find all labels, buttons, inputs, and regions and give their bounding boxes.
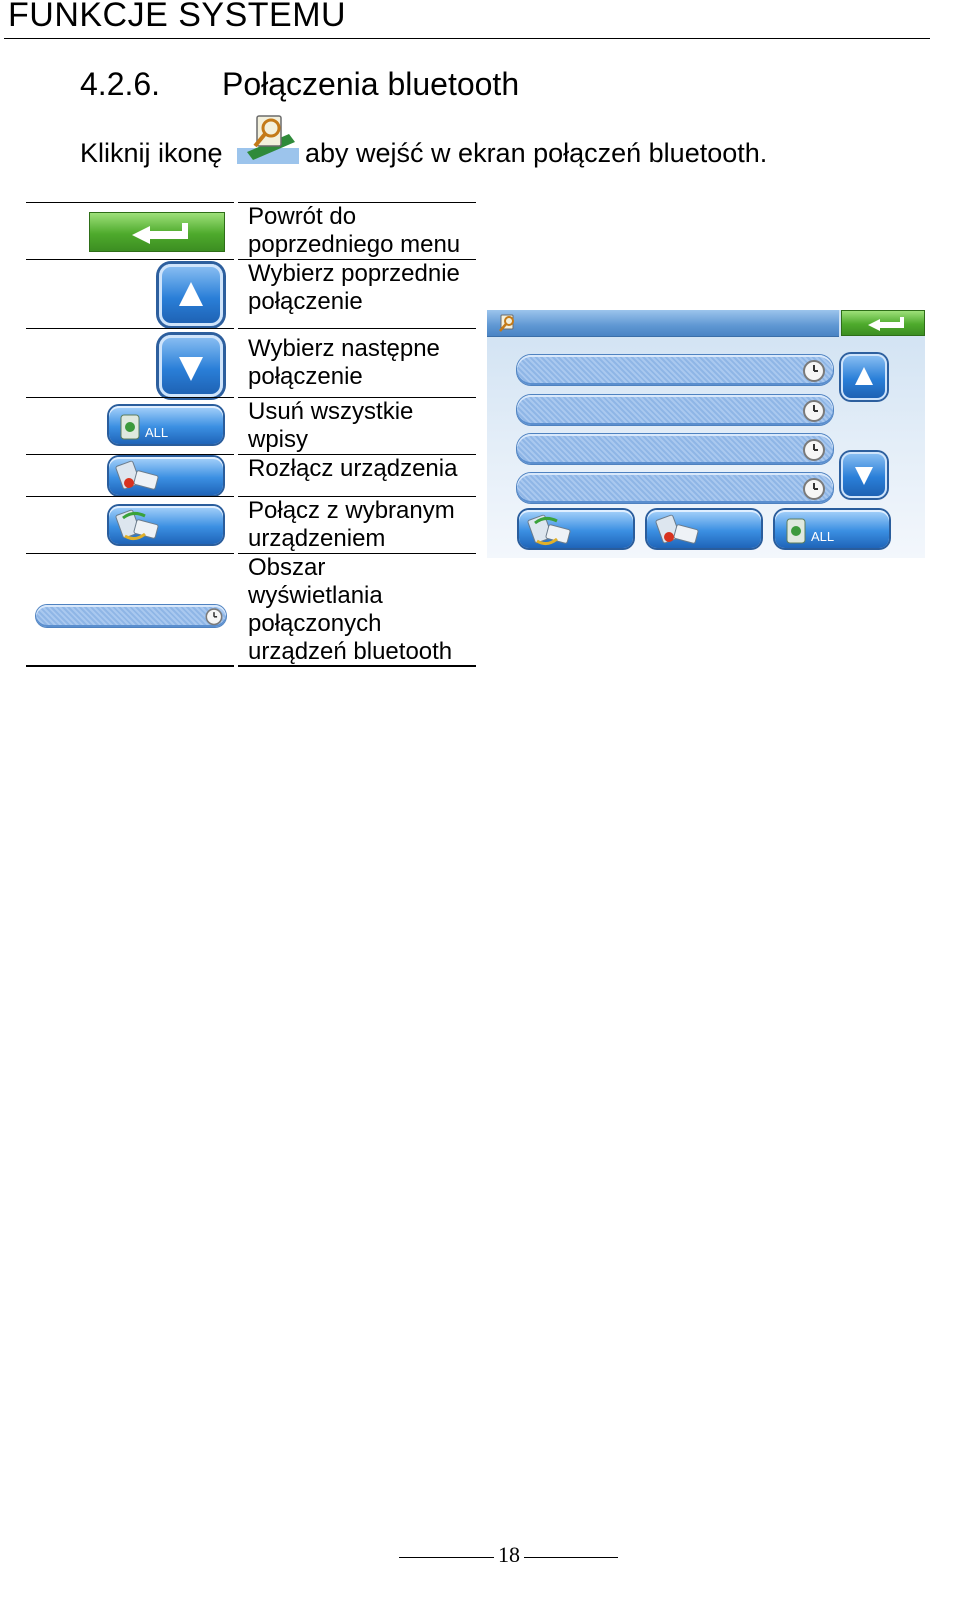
device-slot-icon: [36, 605, 226, 627]
section-title: Połączenia bluetooth: [222, 66, 520, 102]
connect-icon: [109, 506, 223, 544]
device-slot[interactable]: [517, 434, 833, 464]
legend-desc-line: połączenie: [248, 363, 363, 390]
legend-desc-line: Rozłącz urządzenia: [248, 455, 458, 482]
legend-desc-line: połączonych: [248, 610, 382, 637]
legend-desc-line: poprzedniego menu: [248, 231, 461, 258]
legend-desc: [248, 455, 480, 483]
legend-desc-line: Wybierz następne: [248, 335, 440, 362]
screen-title-bar: [487, 310, 839, 337]
legend-desc: [248, 260, 480, 316]
clock-icon: [801, 357, 827, 383]
device-slot[interactable]: [517, 395, 833, 425]
disconnect-icon: [655, 513, 705, 547]
device-slot[interactable]: [517, 355, 833, 385]
connect-button[interactable]: [519, 510, 633, 548]
legend-bottom-rule: [238, 665, 476, 667]
section-number: 4.2.6.: [80, 66, 161, 102]
legend-desc-line: połączenie: [248, 288, 363, 315]
clock-icon: [801, 397, 827, 423]
row-divider: [26, 496, 234, 497]
row-divider: [238, 328, 476, 329]
intro-text-before: Kliknij ikonę: [80, 138, 223, 168]
row-divider: [26, 328, 234, 329]
legend-desc-line: urządzeń bluetooth: [248, 638, 453, 665]
bluetooth-search-icon: [495, 313, 521, 333]
clock-icon: [801, 475, 827, 501]
disconnect-icon: [109, 457, 223, 495]
page-number: 18: [498, 1542, 520, 1567]
row-divider: [26, 454, 234, 455]
bluetooth-screen-mockup: [487, 310, 925, 558]
legend-desc-line: wpisy: [248, 426, 309, 453]
page-footer: [0, 1542, 960, 1572]
intro-text-after: aby wejść w ekran połączeń bluetooth.: [305, 138, 768, 168]
device-slot[interactable]: [517, 473, 833, 503]
legend-desc: [248, 203, 480, 259]
up-arrow-icon: [159, 264, 223, 326]
row-divider: [26, 553, 234, 554]
legend-desc-line: wyświetlania: [248, 582, 383, 609]
disconnect-button[interactable]: [647, 510, 761, 548]
legend-desc-line: Powrót do: [248, 203, 357, 230]
legend-desc-line: Obszar: [248, 554, 326, 581]
delete-all-button[interactable]: [775, 510, 889, 548]
row-divider: [26, 202, 234, 203]
up-arrow-button[interactable]: [841, 354, 887, 400]
back-button[interactable]: [841, 310, 925, 336]
legend-desc: [248, 398, 480, 454]
all-label: ALL: [811, 529, 835, 544]
legend-desc-line: urządzeniem: [248, 525, 386, 552]
legend-desc-line: Usuń wszystkie: [248, 398, 414, 425]
trash-all-icon: [783, 513, 843, 547]
legend-desc-line: Wybierz poprzednie: [248, 260, 460, 287]
connect-icon: [527, 513, 577, 547]
row-divider: [26, 397, 234, 398]
legend-bottom-rule: [26, 665, 234, 667]
legend-desc-line: Połącz z wybranym: [248, 497, 455, 524]
clock-icon: [801, 436, 827, 462]
header-rule: [4, 38, 930, 39]
footer-rule: [524, 1557, 618, 1558]
header-title: FUNKCJE SYSTEMU: [8, 0, 347, 34]
bluetooth-search-icon: [237, 112, 299, 164]
legend-desc: [248, 335, 480, 391]
row-divider: [26, 259, 234, 260]
footer-rule: [399, 1557, 494, 1558]
down-arrow-icon: [159, 335, 223, 397]
legend-desc: [248, 554, 480, 666]
trash-all-icon: [109, 406, 223, 444]
down-arrow-button[interactable]: [841, 452, 887, 498]
legend-desc: [248, 497, 480, 553]
all-label: ALL: [145, 425, 169, 440]
back-arrow-icon: [89, 212, 225, 252]
